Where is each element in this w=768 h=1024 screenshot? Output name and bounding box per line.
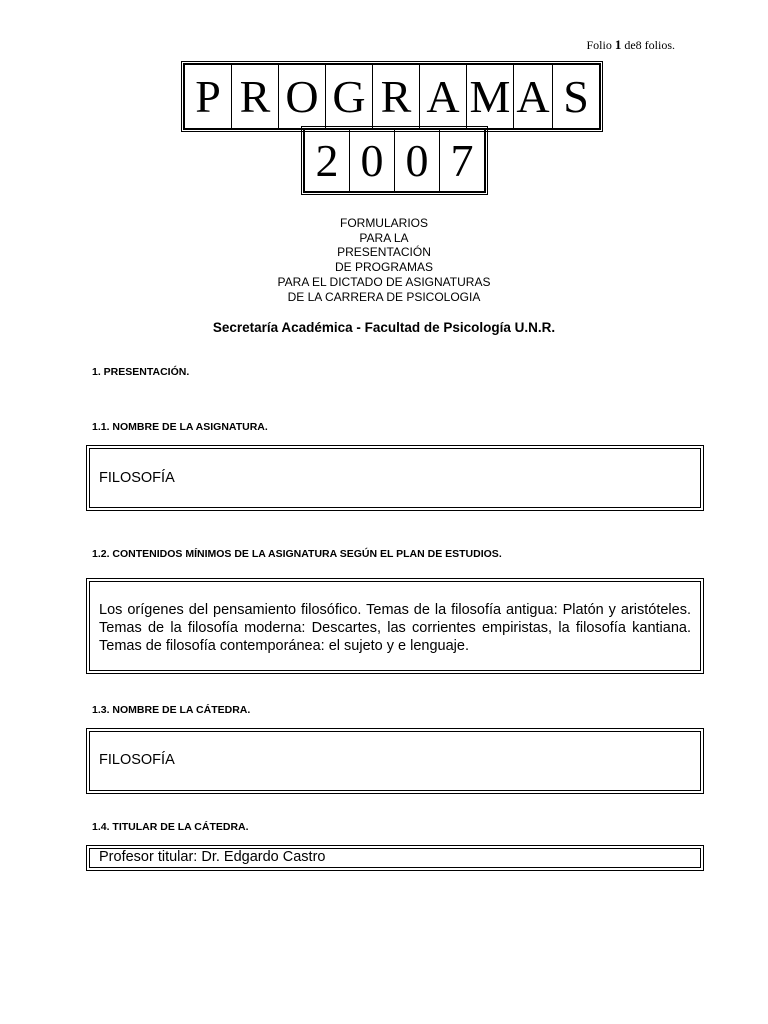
- subtitle-line: PRESENTACIÓN: [337, 245, 431, 260]
- title-year: [303, 128, 486, 193]
- section-catedra-heading: 1.3. NOMBRE DE LA CÁTEDRA.: [92, 704, 251, 716]
- faculty-heading: Secretaría Académica - Facultad de Psicología U.N.R.: [212, 320, 556, 335]
- title-programas: [183, 63, 601, 130]
- titular-value: Profesor titular: Dr. Edgardo Castro: [99, 849, 326, 865]
- folio-suffix: folios.: [644, 38, 675, 52]
- title-letter: P: [185, 65, 232, 128]
- titular-box: [89, 848, 701, 868]
- subtitle-line: PARA EL DICTADO DE ASIGNATURAS: [277, 274, 491, 289]
- catedra-value: FILOSOFÍA: [99, 752, 175, 768]
- year-digit: 0: [350, 130, 395, 191]
- section-contenidos-heading: 1.2. CONTENIDOS MÍNIMOS DE LA ASIGNATURA SEGÚN EL PLAN DE ESTUDIOS.: [92, 548, 502, 560]
- title-letter: R: [373, 65, 420, 128]
- contenidos-value: Los orígenes del pensamiento filosófico. Temas de la filosofía antigua: Platón y aristóteles. Temas de la filosofía moderna: Descartes, las corrientes empiristas, la filosofía kantiana. Temas de filosofía contemporánea: el sujeto y e lenguaje.: [99, 602, 691, 654]
- nombre-asignatura-value: FILOSOFÍA: [99, 470, 175, 486]
- section-nombre-heading: 1.1. NOMBRE DE LA ASIGNATURA.: [92, 421, 268, 433]
- nombre-asignatura-box: [89, 448, 701, 508]
- subtitle-line: DE LA CARRERA DE PSICOLOGIA: [287, 289, 481, 304]
- year-digit: 0: [395, 130, 440, 191]
- year-digit: 7: [450, 135, 474, 186]
- subtitle-line: DE PROGRAMAS: [334, 260, 433, 275]
- subtitle-line: PARA LA: [359, 230, 409, 245]
- title-letter: O: [279, 65, 326, 128]
- title-letter: S: [563, 71, 589, 122]
- title-letter: A: [420, 65, 467, 128]
- year-digit: 2: [305, 130, 350, 191]
- title-letter: R: [232, 65, 279, 128]
- title-letter: G: [326, 65, 373, 128]
- folio-indicator: [586, 37, 675, 53]
- folio-middle: de8: [624, 38, 642, 52]
- title-letter: M: [467, 65, 514, 128]
- folio-number: 1: [614, 37, 622, 52]
- section-titular-heading: 1.4. TITULAR DE LA CÁTEDRA.: [92, 821, 249, 833]
- title-letter: A: [514, 65, 553, 128]
- catedra-box: [89, 731, 701, 791]
- form-subtitle: [0, 216, 768, 304]
- section-presentacion-heading: 1. PRESENTACIÓN.: [92, 366, 190, 378]
- folio-prefix: Folio: [586, 38, 612, 52]
- subtitle-line: FORMULARIOS: [339, 216, 428, 230]
- contenidos-box: [89, 581, 701, 671]
